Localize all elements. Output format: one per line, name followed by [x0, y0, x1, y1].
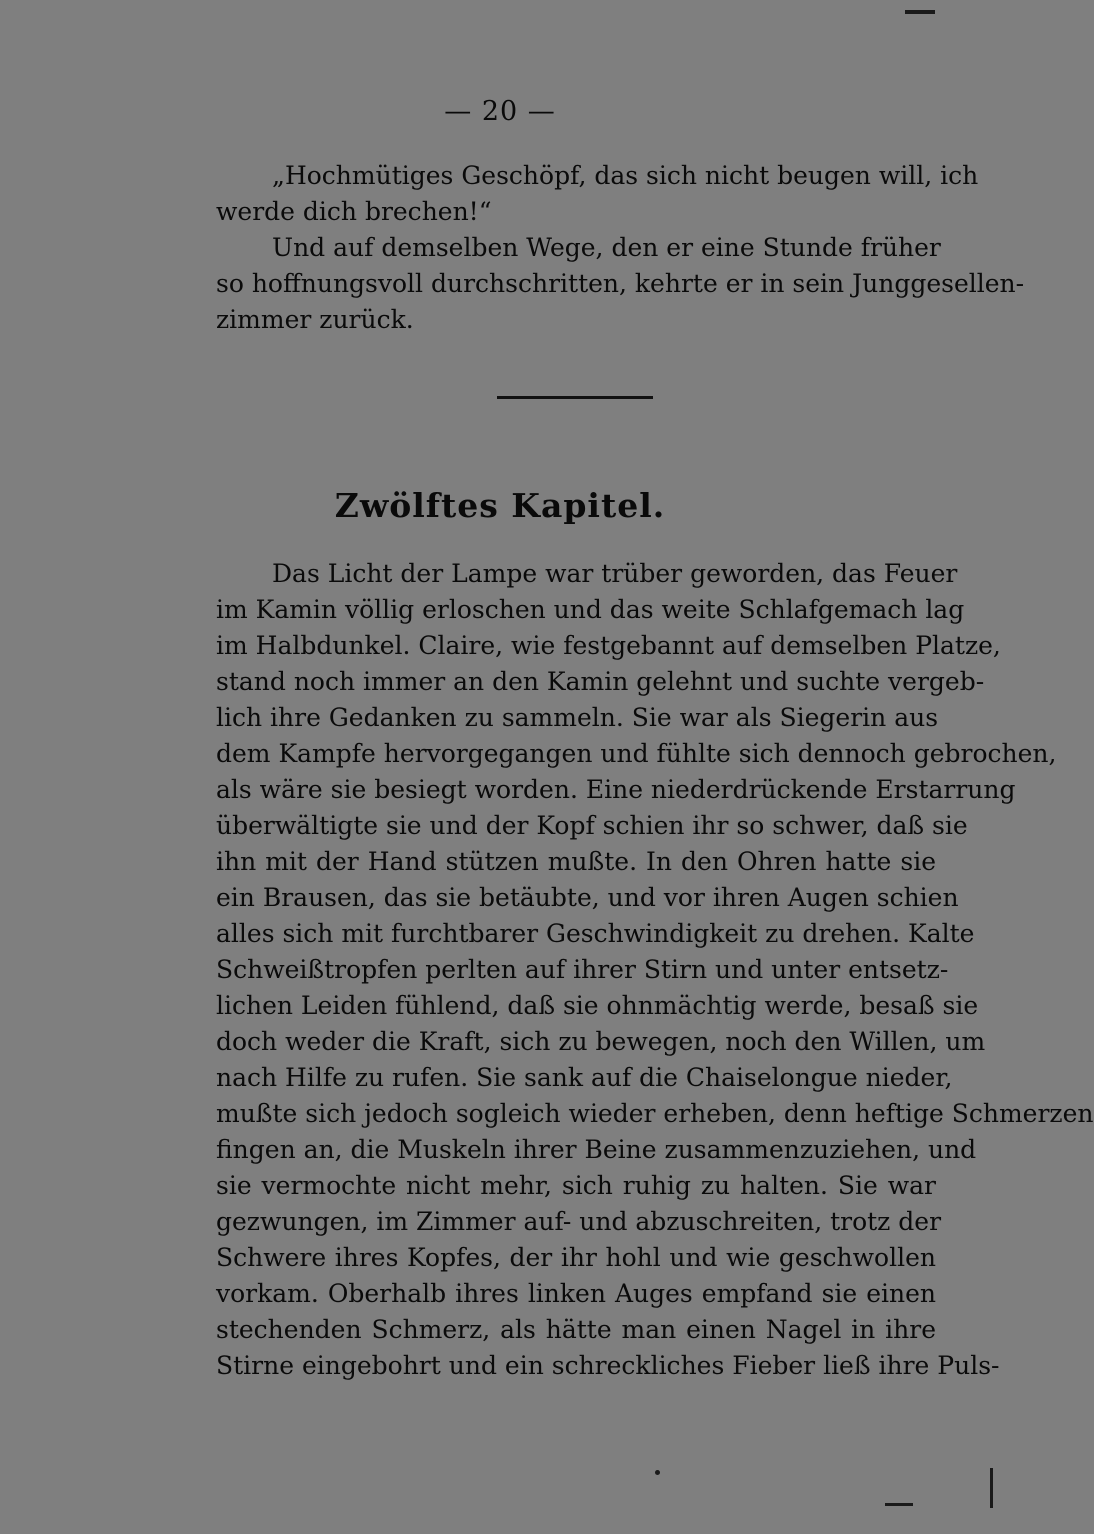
text-line: Und auf demselben Wege, den er eine Stunde früher [272, 233, 941, 262]
scan-speck [905, 10, 935, 14]
text-line: doch weder die Kraft, sich zu bewegen, noch den Willen, um [216, 1027, 986, 1056]
section-divider [497, 396, 653, 399]
text-line: vorkam. Oberhalb ihres linken Auges empfand sie einen [216, 1279, 936, 1308]
text-line: überwältigte sie und der Kopf schien ihr so schwer, daß sie [216, 811, 968, 840]
text-line: Schwere ihres Kopfes, der ihr hohl und wie geschwollen [216, 1243, 936, 1272]
text-line: „Hochmütiges Geschöpf, das sich nicht beugen will, ich [272, 161, 979, 190]
text-line: ein Brausen, das sie betäubte, und vor ihren Augen schien [216, 883, 959, 912]
text-line: werde dich brechen!“ [216, 197, 492, 226]
text-line: zimmer zurück. [216, 305, 414, 334]
text-line: Schweißtropfen perlten auf ihrer Stirn und unter entsetz- [216, 955, 949, 984]
text-line: mußte sich jedoch sogleich wieder erheben, denn heftige Schmerzen [216, 1099, 1094, 1128]
page-number: — 20 — [444, 96, 556, 127]
text-line: stand noch immer an den Kamin gelehnt und suchte vergeb- [216, 667, 985, 696]
text-line: fingen an, die Muskeln ihrer Beine zusammenzuziehen, und [216, 1135, 977, 1164]
text-line: lich ihre Gedanken zu sammeln. Sie war als Siegerin aus [216, 703, 939, 732]
text-line: lichen Leiden fühlend, daß sie ohnmächtig werde, besaß sie [216, 991, 979, 1020]
text-line: im Halbdunkel. Claire, wie festgebannt auf demselben Platze, [216, 631, 1001, 660]
scan-speck [655, 1470, 660, 1475]
scan-speck [885, 1503, 913, 1506]
chapter-heading: Zwölftes Kapitel. [334, 486, 666, 525]
text-line: Stirne eingebohrt und ein schreckliches Fieber ließ ihre Puls- [216, 1351, 1000, 1380]
chapter-paragraph [216, 556, 1094, 1384]
text-line: so hoffnungsvoll durchschritten, kehrte er in sein Junggesellen- [216, 269, 1025, 298]
text-line: Das Licht der Lampe war trüber geworden, das Feuer [272, 559, 958, 588]
text-line: im Kamin völlig erloschen und das weite Schlafgemach lag [216, 595, 965, 624]
text-line: als wäre sie besiegt worden. Eine niederdrückende Erstarrung [216, 775, 1016, 804]
text-line: gezwungen, im Zimmer auf- und abzuschreiten, trotz der [216, 1207, 942, 1236]
scan-speck [990, 1468, 993, 1508]
text-line: sie vermochte nicht mehr, sich ruhig zu halten. Sie war [216, 1171, 936, 1200]
text-line: dem Kampfe hervorgegangen und fühlte sich dennoch gebrochen, [216, 739, 1057, 768]
text-line: nach Hilfe zu rufen. Sie sank auf die Chaiselongue nieder, [216, 1063, 953, 1092]
text-line: stechenden Schmerz, als hätte man einen Nagel in ihre [216, 1315, 936, 1344]
text-line: ihn mit der Hand stützen mußte. In den Ohren hatte sie [216, 847, 936, 876]
intro-paragraphs [216, 158, 1025, 338]
text-line: alles sich mit furchtbarer Geschwindigkeit zu drehen. Kalte [216, 919, 975, 948]
